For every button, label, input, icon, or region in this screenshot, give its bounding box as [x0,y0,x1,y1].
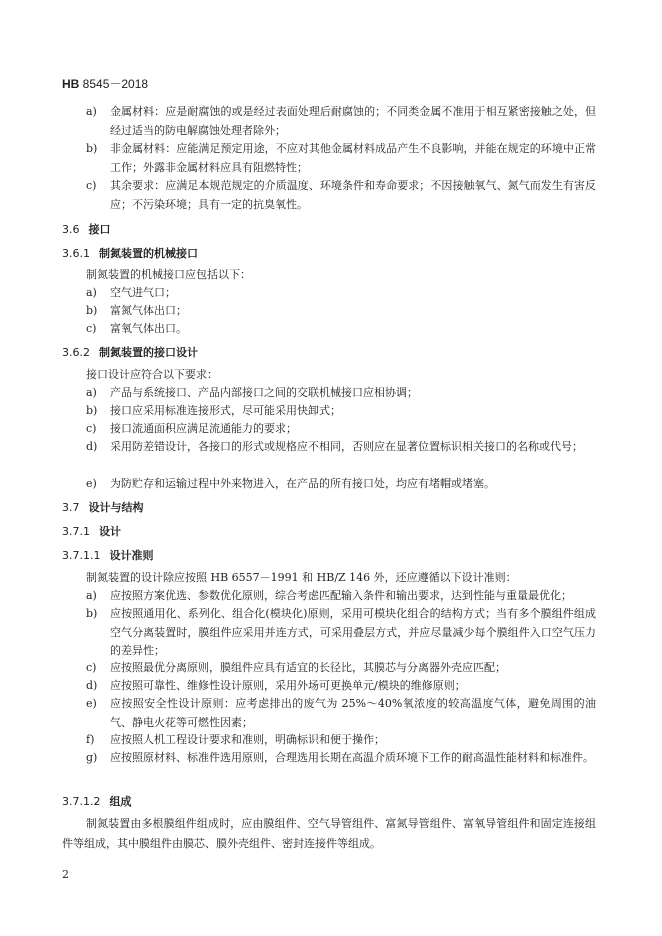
item-label: b) [86,607,98,620]
section-title: 设计 [99,525,121,538]
section-title: 制氮装置的机械接口 [99,247,198,260]
list-item [86,475,596,494]
item-text: 金属材料：应是耐腐蚀的或是经过表面处理后耐腐蚀的；不同类金属不准用于相互紧密接触之处，但经过适当的防电解腐蚀处理者除外； [110,105,596,137]
item-label: c) [86,661,97,674]
list-item [86,587,596,606]
section-heading [62,221,111,239]
list-item [86,731,596,750]
list-item [86,402,596,421]
section-number: 3.6.1 [62,247,90,260]
standard-prefix: HB [62,77,80,91]
item-text: 应按照通用化、系列化、组合化(模块化)原则，采用可模块化组合的结构方式；当有多个膜组件组成空气分离装置时，膜组件应采用并连方式，可采用叠层方式，并应尽量减少每个膜组件入口空气压力的差异性； [110,607,596,657]
item-label: e) [86,697,97,710]
section-number: 3.6 [62,223,80,236]
section-number: 3.7.1 [62,525,90,538]
list-item [86,384,596,403]
list-item [86,659,596,678]
list-item [86,284,596,303]
item-label: c) [86,422,97,435]
paragraph: 制氮装置的设计除应按照 HB 6557－1991 和 HB/Z 146 外，还应遵循以下设计准则： [86,571,517,584]
item-label: a) [86,589,97,602]
section-heading [62,344,198,362]
item-text: 空气进气口； [110,286,176,299]
page-number: 2 [62,868,69,881]
standard-code-header [62,75,148,92]
section-title: 设计准则 [109,549,154,562]
list-item [86,605,596,661]
section-heading [62,547,153,565]
item-text: 应按照方案优选、参数优化原则，综合考虑匹配输入条件和输出要求，达到性能与重量最优化； [110,589,572,602]
item-label: a) [86,105,97,118]
list-item [86,695,596,732]
list-item [86,302,596,321]
section-title: 接口 [88,223,111,236]
item-text: 接口应采用标准连接形式，尽可能采用快卸式； [110,404,341,417]
section-number: 3.7 [62,501,80,514]
section-heading [62,499,144,517]
section-title: 设计与结构 [88,501,144,514]
section-number: 3.7.1.2 [62,795,101,808]
paragraph: 制氮装置的机械接口应包括以下： [86,268,251,281]
list-item [86,140,596,177]
list-item [86,103,596,140]
paragraph: 制氮装置由多根膜组件组成时，应由膜组件、空气导管组件、富氮导管组件、富氧导管组件和固定连接组件等组成，其中膜组件由膜芯、膜外壳组件、密封连接件等组成。 [62,817,596,850]
item-label: c) [86,179,97,192]
item-label: a) [86,286,97,299]
section-title: 组成 [109,795,132,808]
section-title: 制氮装置的接口设计 [99,346,198,359]
item-label: b) [86,404,98,417]
list-item [86,749,596,768]
list-item [86,420,596,439]
section-number: 3.7.1.1 [62,549,101,562]
item-text: 应按照可靠性、维修性设计原则，采用外场可更换单元/模块的维修原则； [110,679,466,692]
item-text: 应按照最优分离原则，膜组件应具有适宜的长径比，其膜芯与分离器外壳应匹配； [110,661,506,674]
list-item [86,677,596,696]
item-label: f) [86,733,95,746]
section-heading [62,245,198,263]
item-label: b) [86,304,98,317]
item-label: c) [86,322,97,335]
item-text: 应按照安全性设计原则：应考虑排出的废气为 25%～40%氧浓度的较高温度气体，避免周围的油气、静电火花等可燃性因素； [110,697,596,729]
item-label: d) [86,440,98,453]
item-text: 应按照人机工程设计要求和准则，明确标识和便于操作； [110,733,385,746]
item-label: a) [86,386,97,399]
section-heading [62,793,131,811]
item-text: 非金属材料：应能满足预定用途，不应对其他金属材料成品产生不良影响，并能在规定的环境中正常工作；外露非金属材料应具有阻燃特性； [110,142,596,174]
item-text: 其余要求：应满足本规范规定的介质温度、环境条件和寿命要求；不因接触氧气、氮气而发生有害反应；不污染环境；具有一定的抗臭氧性。 [110,179,596,211]
item-text: 富氧气体出口。 [110,322,187,335]
item-label: b) [86,142,98,155]
item-text: 接口流通面积应满足流通能力的要求； [110,422,297,435]
item-text: 产品与系统接口、产品内部接口之间的交联机械接口应相协调； [110,386,418,399]
item-label: g) [86,751,98,764]
item-label: e) [86,477,97,490]
section-number: 3.6.2 [62,346,90,359]
item-text: 采用防差错设计，各接口的形式或规格应不相同，否则应在显著位置标识相关接口的名称或代号； [110,440,583,453]
list-item [86,320,596,339]
list-item [86,438,596,457]
item-text: 应按照原材料、标准件选用原则，合理选用长期在高温介质环境下工作的耐高温性能材料和标准件。 [110,751,594,764]
item-text: 为防贮存和运输过程中外来物进入，在产品的所有接口处，均应有堵帽或堵塞。 [110,477,495,490]
item-label: d) [86,679,98,692]
item-text: 富氮气体出口； [110,304,187,317]
standard-number: 8545－2018 [79,77,149,91]
list-item [86,177,596,214]
paragraph: 接口设计应符合以下要求： [86,368,218,381]
section-heading [62,523,121,541]
